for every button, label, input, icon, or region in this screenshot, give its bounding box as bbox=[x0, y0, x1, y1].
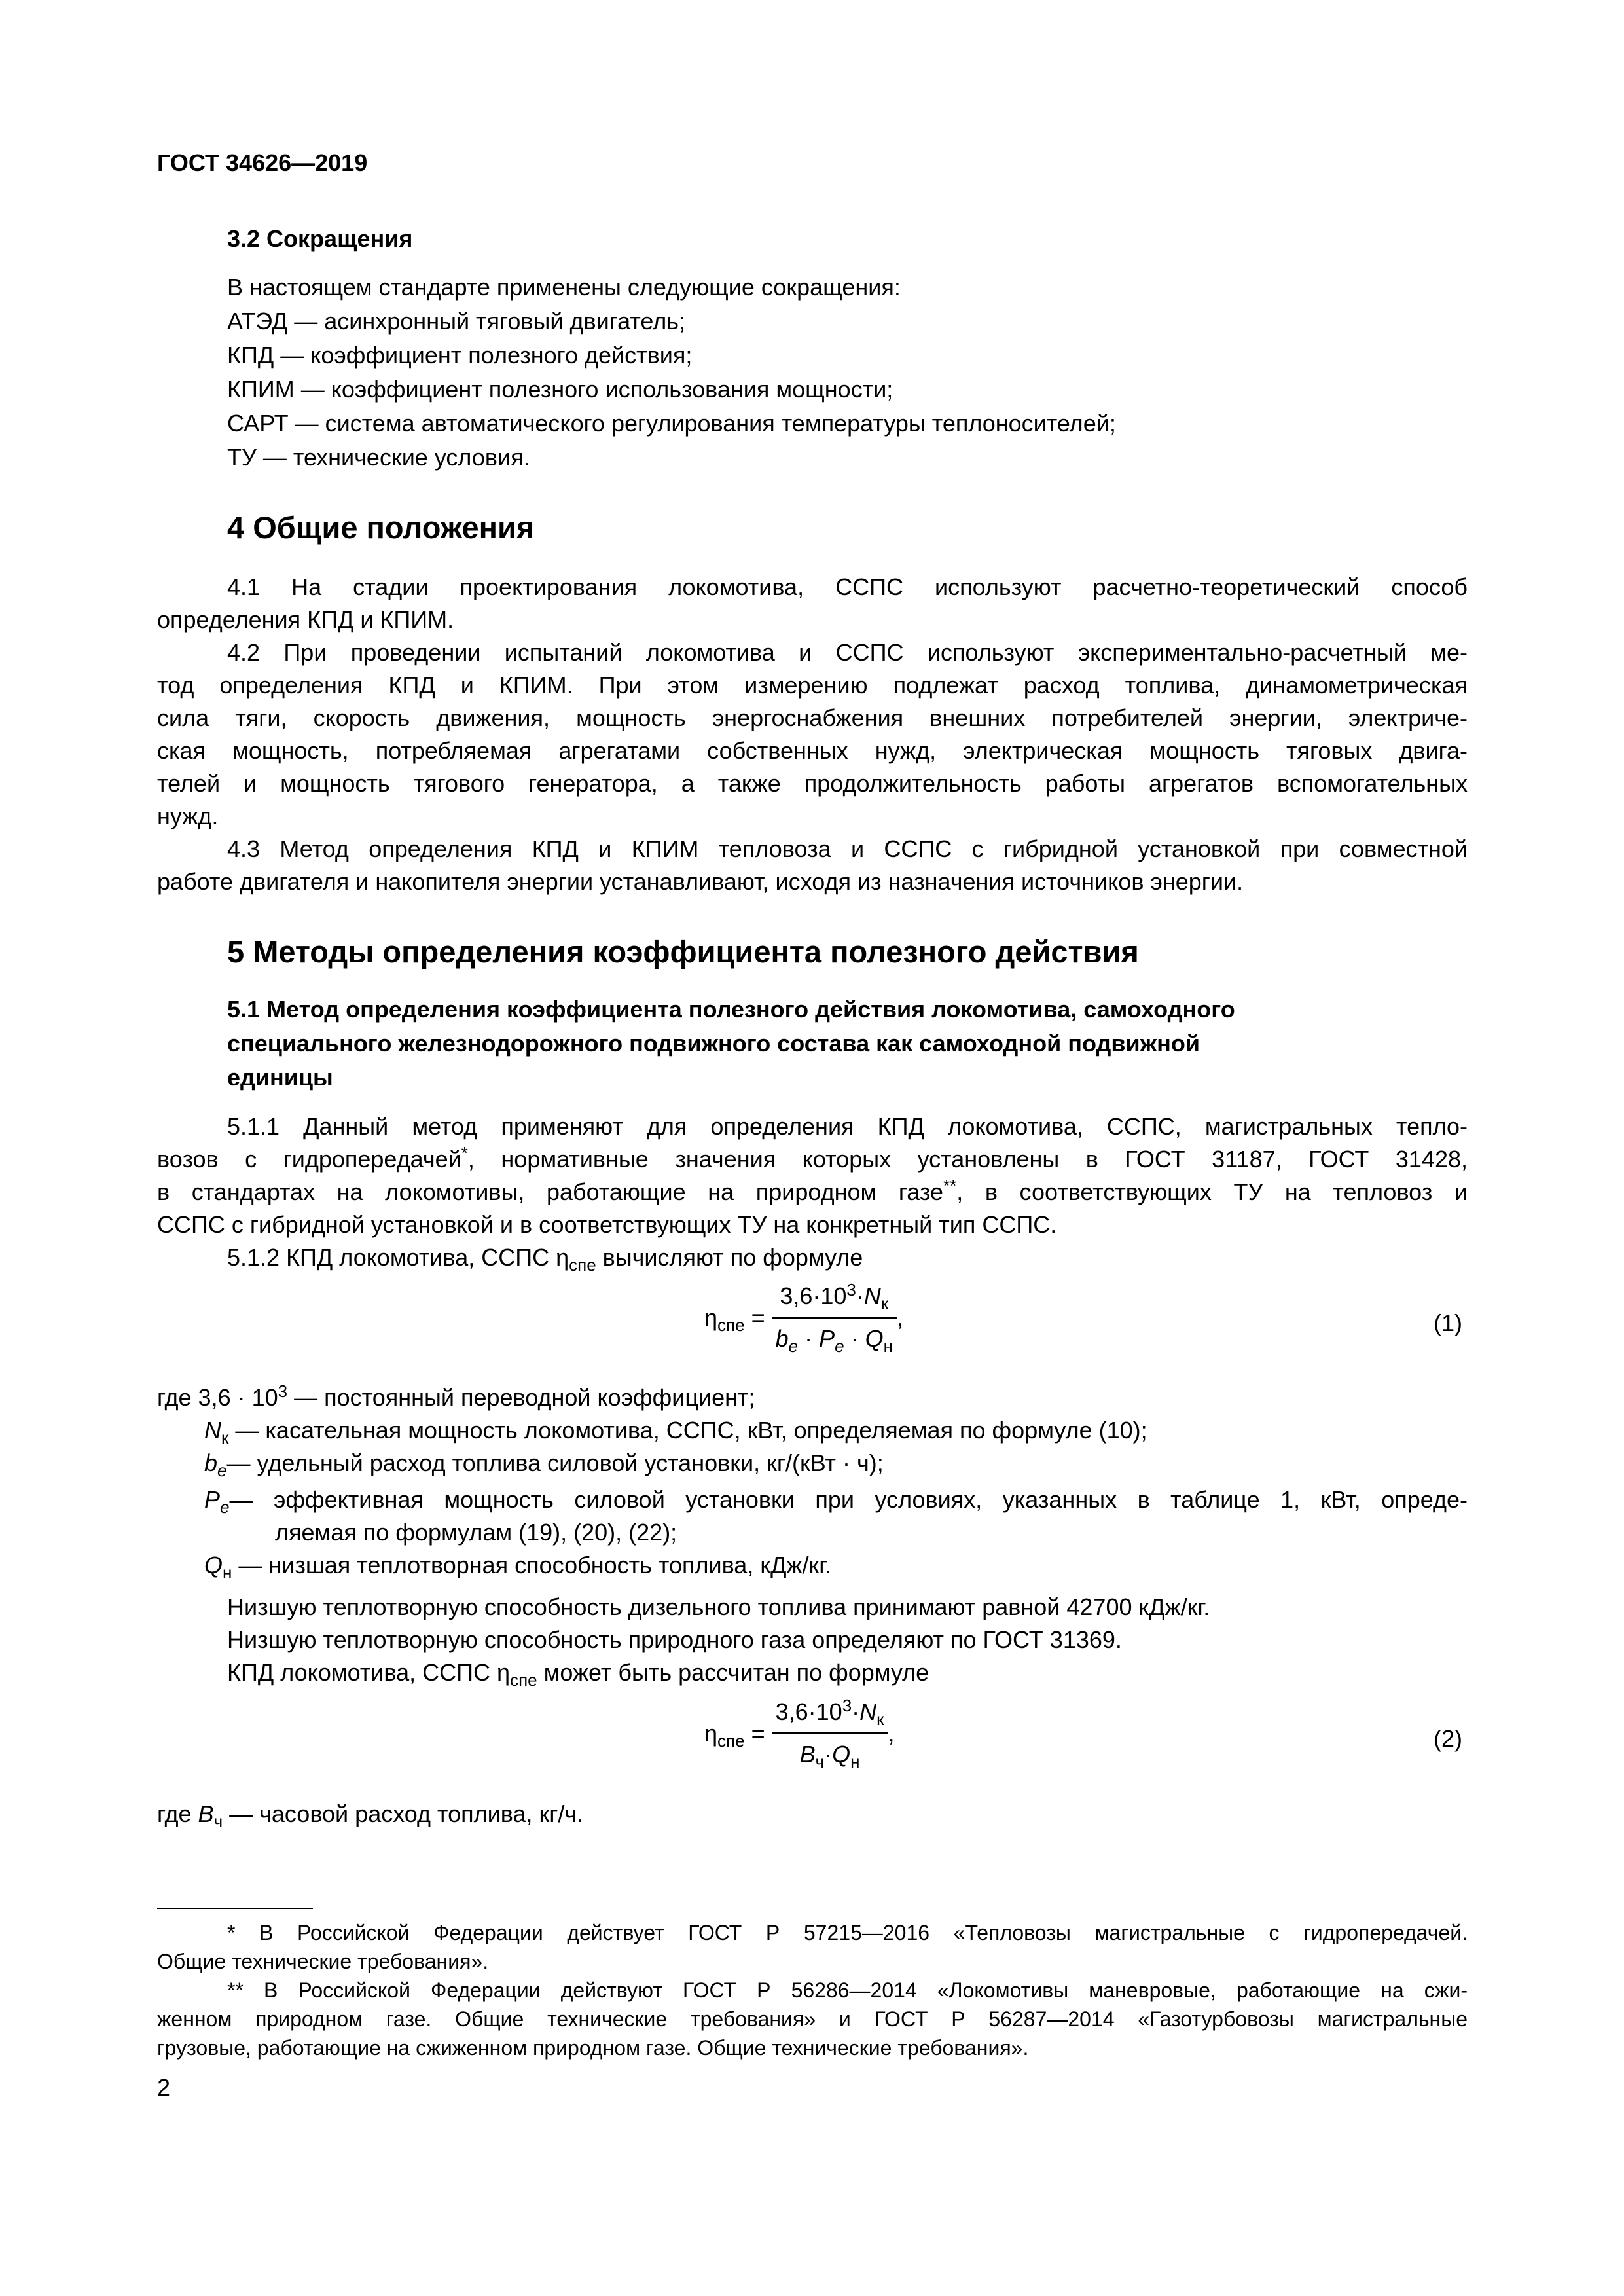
subscript: e bbox=[788, 1336, 799, 1357]
section-5-1-heading-line: единицы bbox=[227, 1064, 333, 1091]
superscript: 3 bbox=[846, 1280, 856, 1300]
formula-1-denominator bbox=[772, 1319, 897, 1355]
paragraph-5-1-1-line: ССПС с гибридной установкой и в соответствующих ТУ на конкретный тип ССПС. bbox=[157, 1211, 1057, 1238]
footnote-ref-1: * bbox=[461, 1143, 468, 1163]
section-5-1-heading bbox=[227, 993, 1235, 1095]
subscript: спе bbox=[717, 1730, 745, 1751]
subscript: н bbox=[223, 1563, 232, 1583]
paragraph-4-2-line: сила тяги, скорость движения, мощность энергоснабжения внешних потребителей энергии, электриче- bbox=[157, 704, 1468, 731]
definition-Q bbox=[204, 1549, 831, 1582]
text: — удельный расход топлива силовой установки, кг/(кВт · ч); bbox=[226, 1449, 884, 1476]
equals: = bbox=[744, 1719, 772, 1747]
text: где bbox=[157, 1800, 198, 1827]
paragraph-5-1-1: 5.1.1 Данный метод применяют для определения КПД локомотива, ССПС, магистральных тепло- bbox=[227, 1113, 1468, 1140]
text: 3,6·10 bbox=[780, 1283, 847, 1309]
abbrev-item: КПИМ — коэффициент полезного использования мощности; bbox=[227, 376, 893, 403]
subscript: ч bbox=[213, 1812, 223, 1832]
page-number: 2 bbox=[157, 2074, 171, 2101]
var: N bbox=[859, 1698, 877, 1725]
paragraph-4-3-cont: работе двигателя и накопителя энергии устанавливают, исходя из назначения источников энергии. bbox=[157, 868, 1244, 895]
text: — эффективная мощность силовой установки при условиях, указанных в таблице 1, кВт, опреде- bbox=[229, 1486, 1468, 1513]
subscript: н bbox=[883, 1336, 893, 1357]
eta-symbol: η bbox=[704, 1303, 718, 1331]
text: · bbox=[856, 1283, 864, 1309]
text: может быть рассчитан по формуле bbox=[537, 1659, 929, 1686]
subscript: спе bbox=[569, 1255, 596, 1275]
subscript: н bbox=[850, 1752, 860, 1772]
footnote-2: ** В Российской Федерации действуют ГОСТ Р 56286—2014 «Локомотивы маневровые, работающие на сжи- bbox=[227, 1978, 1468, 2002]
text: — касательная мощность локомотива, ССПС, кВт, определяемая по формуле (10); bbox=[228, 1417, 1147, 1444]
subscript: e bbox=[217, 1461, 227, 1481]
var: B bbox=[198, 1800, 214, 1827]
text: · bbox=[852, 1698, 860, 1725]
text: — постоянный переводной коэффициент; bbox=[287, 1384, 755, 1411]
footnote-ref-2: ** bbox=[943, 1176, 957, 1195]
paragraph-5-1-1-line bbox=[157, 1176, 1468, 1209]
dot: · bbox=[844, 1325, 865, 1352]
var: N bbox=[204, 1417, 221, 1444]
formula-1 bbox=[704, 1280, 903, 1355]
var: b bbox=[204, 1449, 218, 1476]
text: КПД локомотива, ССПС η bbox=[227, 1659, 511, 1686]
footnote-separator bbox=[157, 1908, 313, 1909]
definition-P-cont: ляемая по формулам (19), (20), (22); bbox=[275, 1519, 677, 1546]
var: b bbox=[775, 1325, 789, 1352]
formula-2-fraction bbox=[772, 1696, 888, 1771]
where-constant bbox=[157, 1381, 755, 1414]
text: возов с гидропередачей bbox=[157, 1146, 461, 1173]
note-formula-2-intro bbox=[227, 1656, 929, 1689]
subscript: спе bbox=[717, 1315, 745, 1335]
abbrev-item: САРТ — система автоматического регулирования температуры теплоносителей; bbox=[227, 410, 1116, 437]
paragraph-4-2-line: ская мощность, потребляемая агрегатами собственных нужд, электрическая мощность тяговых двига- bbox=[157, 737, 1468, 764]
paragraph-4-3: 4.3 Метод определения КПД и КПИМ тепловоза и ССПС с гибридной установкой при совместной bbox=[227, 835, 1468, 862]
abbrev-item: КПД — коэффициент полезного действия; bbox=[227, 342, 693, 369]
text: в стандартах на локомотивы, работающие на природном газе bbox=[157, 1178, 943, 1205]
comma: , bbox=[888, 1719, 895, 1747]
var: Q bbox=[832, 1741, 851, 1768]
subscript: к bbox=[880, 1294, 889, 1314]
paragraph-4-2-line: нужд. bbox=[157, 803, 219, 829]
note-diesel: Низшую теплотворную способность дизельного топлива принимают равной 42700 кДж/кг. bbox=[227, 1594, 1210, 1620]
text: , в соответствующих ТУ на тепловоз и bbox=[956, 1178, 1468, 1205]
formula-1-lhs bbox=[704, 1302, 772, 1334]
text: вычисляют по формуле bbox=[596, 1244, 863, 1271]
subscript: ч bbox=[815, 1752, 825, 1772]
abbrev-item: ТУ — технические условия. bbox=[227, 444, 530, 471]
paragraph-4-2-line: тод определения КПД и КПИМ. При этом измерению подлежат расход топлива, динамометрическая bbox=[157, 672, 1468, 699]
section-5-1-heading-line: специального железнодорожного подвижного состава как самоходной подвижной bbox=[227, 1030, 1200, 1057]
eta-symbol: η bbox=[704, 1719, 718, 1747]
paragraph-4-1-cont: определения КПД и КПИМ. bbox=[157, 606, 454, 633]
subscript: к bbox=[221, 1428, 229, 1448]
superscript: 3 bbox=[278, 1381, 288, 1401]
dot: · bbox=[798, 1325, 820, 1352]
formula-2 bbox=[704, 1696, 895, 1771]
var: P bbox=[819, 1325, 835, 1352]
text: 3,6·10 bbox=[775, 1698, 842, 1725]
footnote-1: * В Российской Федерации действует ГОСТ Р 57215—2016 «Тепловозы магистральные с гидропередачей. bbox=[227, 1921, 1468, 1944]
subscript: e bbox=[220, 1497, 230, 1518]
document-id: ГОСТ 34626—2019 bbox=[157, 149, 368, 176]
var: B bbox=[799, 1741, 816, 1768]
var: Q bbox=[865, 1325, 884, 1352]
formula-2-lhs bbox=[704, 1717, 772, 1750]
comma: , bbox=[896, 1303, 903, 1331]
footnote-2-line: грузовые, работающие на сжиженном природном газе. Общие технические требования». bbox=[157, 2036, 1029, 2060]
subscript: e bbox=[835, 1336, 844, 1357]
abbrev-intro: В настоящем стандарте применены следующие сокращения: bbox=[227, 274, 901, 301]
paragraph-4-2: 4.2 При проведении испытаний локомотива и ССПС используют экспериментально-расчетный ме- bbox=[227, 639, 1468, 666]
formula-1-number: (1) bbox=[1434, 1309, 1462, 1336]
definition-b bbox=[204, 1447, 884, 1480]
var: P bbox=[204, 1486, 221, 1513]
where-B bbox=[157, 1798, 583, 1831]
var: Q bbox=[204, 1552, 223, 1578]
superscript: 3 bbox=[842, 1696, 852, 1715]
section-5-1-heading-line: 5.1 Метод определения коэффициента полезного действия локомотива, самоходного bbox=[227, 996, 1235, 1023]
text: где 3,6 · 10 bbox=[157, 1384, 278, 1411]
dot: · bbox=[824, 1741, 833, 1768]
footnote-2-line: женном природном газе. Общие технические требования» и ГОСТ Р 56287—2014 «Газотурбовозы магистральные bbox=[157, 2007, 1468, 2031]
definition-N bbox=[204, 1414, 1147, 1447]
paragraph-4-2-line: телей и мощность тягового генератора, а также продолжительность работы агрегатов вспомогательных bbox=[157, 770, 1468, 797]
section-4-heading: 4 Общие положения bbox=[227, 510, 535, 545]
section-3-2-heading: 3.2 Сокращения bbox=[227, 225, 413, 252]
footnote-1-cont: Общие технические требования». bbox=[157, 1950, 489, 1973]
subscript: спе bbox=[510, 1670, 537, 1690]
paragraph-5-1-2 bbox=[227, 1241, 863, 1274]
formula-1-fraction bbox=[772, 1280, 897, 1355]
formula-1-numerator bbox=[772, 1280, 897, 1319]
note-gas: Низшую теплотворную способность природного газа определяют по ГОСТ 31369. bbox=[227, 1626, 1122, 1653]
definition-P bbox=[204, 1484, 1468, 1516]
section-5-heading: 5 Методы определения коэффициента полезного действия bbox=[227, 934, 1139, 969]
text: , нормативные значения которых установлены в ГОСТ 31187, ГОСТ 31428, bbox=[467, 1146, 1468, 1173]
text: 5.1.2 КПД локомотива, ССПС η bbox=[227, 1244, 569, 1271]
formula-2-number: (2) bbox=[1434, 1725, 1462, 1752]
abbrev-item: АТЭД — асинхронный тяговый двигатель; bbox=[227, 308, 685, 335]
subscript: к bbox=[876, 1709, 884, 1730]
paragraph-5-1-1-line bbox=[157, 1143, 1468, 1176]
text: — низшая теплотворная способность топлива, кДж/кг. bbox=[232, 1552, 832, 1578]
formula-2-numerator bbox=[772, 1696, 888, 1734]
equals: = bbox=[744, 1303, 772, 1331]
text: — часовой расход топлива, кг/ч. bbox=[223, 1800, 584, 1827]
var: N bbox=[863, 1283, 881, 1309]
formula-2-denominator bbox=[772, 1734, 888, 1771]
paragraph-4-1: 4.1 На стадии проектирования локомотива, ССПС используют расчетно-теоретический способ bbox=[227, 574, 1468, 600]
